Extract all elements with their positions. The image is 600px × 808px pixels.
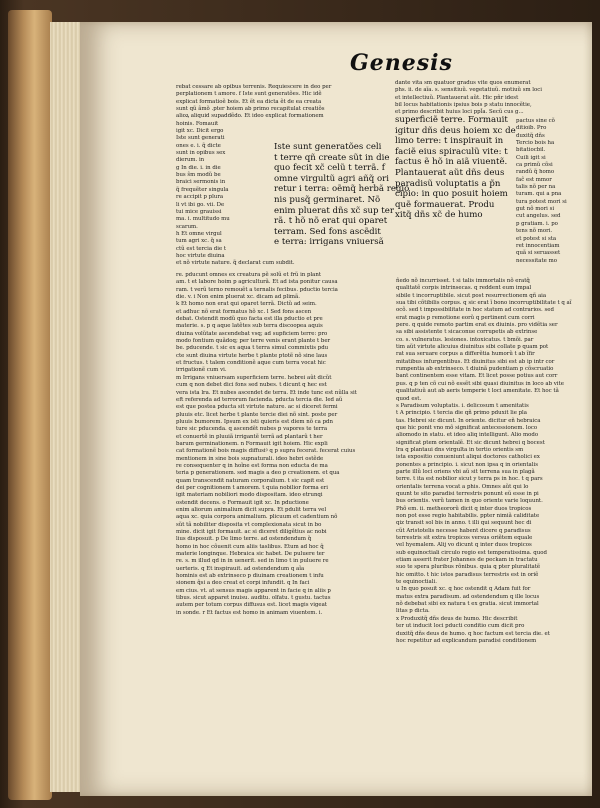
commentary-line: et conuertẽ in pluuiã irrigantẽ terrã ad plantarũ t her bbox=[176, 433, 323, 440]
commentary-line: t A principio. t tercia die qñ primo pduxit lie pla bbox=[396, 410, 527, 417]
scripture-line: factus ẽ hõ in aiã viuentẽ. bbox=[395, 157, 508, 168]
commentary-line: Iste sunt generati bbox=[176, 135, 225, 142]
commentary-line: teria p generationem. sed magis a deo p creationem. et qua bbox=[176, 470, 340, 477]
commentary-line: materie longinque. Hebraica sic habet. De puluere ter bbox=[176, 551, 325, 558]
margin-note-line: Tercio bois ha bbox=[516, 140, 555, 147]
commentary-line: sunt qũ ãmõ .pter hoiem ab primo recapitulat creatiõs bbox=[176, 106, 325, 113]
commentary-line: que hic ponit vno mõ significat antecessionem. loco bbox=[396, 424, 538, 431]
commentary-line: lius disposuit. p De limo terre. ad ostendendum q̃ bbox=[176, 536, 312, 543]
scripture-line: Iste sunt generatões celi bbox=[274, 142, 382, 152]
commentary-line: orientalis terrena vocat a phis. Omnes aũt qui lo bbox=[396, 483, 529, 490]
commentary-line: sionem q̃si a deo creat et corpi infundit. q In faci bbox=[176, 580, 310, 587]
margin-note-line: randũ q̃ homo bbox=[516, 169, 555, 176]
scripture-line: limo terre: t inspirauit in bbox=[395, 136, 504, 147]
margin-note-line: necessitate mo bbox=[516, 257, 557, 264]
commentary-line: lra q plantaui dns virgulta in tertio orientis sm bbox=[396, 446, 524, 453]
commentary-line: et nõ virtute nature. q̃ declarat cum subdit. bbox=[176, 260, 295, 267]
commentary-line: modo fontium quãdoq; per terre venis erant plante t ber bbox=[176, 338, 331, 345]
commentary-line: homo in hoc cõuenit cum aliis taslibus. Etum ad hoc q̃ bbox=[176, 543, 324, 550]
commentary-line: am. t et labore hoim p agriculturã. Et ad ista ponitur causa bbox=[176, 279, 338, 286]
commentary-line: sub equinoctiali circulo regio est temperatissima. quod bbox=[396, 549, 547, 556]
commentary-line: dei per cognitionem t amorem. t quia nobilior forma eri bbox=[176, 484, 328, 491]
commentary-line: et primo describit huius loci ppl̃a. Secũ cus g... bbox=[395, 109, 524, 116]
margin-note-line: quã si seruasset bbox=[516, 250, 561, 257]
commentary-line: te equinoctiali. bbox=[396, 579, 437, 586]
commentary-line: perplationem t amore. f Iste sunt generatões. Hic idẽ bbox=[176, 91, 322, 98]
commentary-line: materie. s. p q aque latẽtes sub terra discoopea aquis bbox=[176, 323, 323, 330]
commentary-line: k Et homo non erat qui oparet terrã. Dictũ ad seim. bbox=[176, 301, 317, 308]
commentary-line: em cius. vt. at sensus magis apparent in facie q in aliis p bbox=[176, 587, 331, 594]
commentary-line: quunt te sito paradisi terrestris ponunt eũ esse in pi bbox=[396, 490, 539, 497]
margin-note-line: ditioib. Pro bbox=[516, 125, 547, 132]
commentary-line: vel hyemalem. Alij vo dicunt q inter duos tropicos bbox=[396, 542, 532, 549]
commentary-line: diuina volũtate ascendebat vsq; ad supficiem terre: pro bbox=[176, 330, 328, 337]
commentary-line: li vt ibi go. vii. De bbox=[176, 201, 225, 208]
margin-note-line: turam. qui a pna bbox=[516, 191, 562, 198]
commentary-line: qualitatẽ corpis intrinsecas. q reddent eum impal bbox=[396, 285, 532, 292]
commentary-line: sibile t incorruptibile. sicut post resurrectionem qñ aia bbox=[396, 292, 547, 299]
scripture-line: cipio: in quo posuit hoiem bbox=[395, 189, 508, 200]
scripture-line: faciẽ eius spiraculũ vite: t bbox=[395, 146, 508, 157]
margin-note-line: talis nõ per na bbox=[516, 184, 556, 191]
commentary-line: tui mice grauissi bbox=[176, 208, 222, 215]
commentary-line: tim aũt virtute alicuius diuinitus sibi collate p quam pot bbox=[396, 344, 549, 351]
commentary-line: mine. dicit igit formauit. ac si diceret diligẽtius ac nobi bbox=[176, 529, 327, 536]
margin-note-line: fac̃ est mmor bbox=[516, 176, 552, 183]
commentary-line: bant continentem esse vitam. Et licet posse potius aut corr bbox=[396, 373, 558, 380]
commentary-line: mitatibus infurgentibus. Et diuinitus sibi est ab ip intr cor bbox=[396, 358, 555, 365]
commentary-line: sa sibi assistente t sicaconue corrupetis ab extrinse bbox=[396, 329, 538, 336]
commentary-line: hoc repetitur ad explicandum paradisi conditionem bbox=[396, 637, 537, 644]
scripture-line: enim pluerat dñs xc̃ sup ter bbox=[274, 205, 394, 216]
commentary-line: rat sua seruare corpus a differẽtia humorũ t ab ĩfir bbox=[396, 351, 535, 358]
right-margin-notes bbox=[516, 118, 566, 278]
commentary-line: sua tibi cõtibilis corpus. q sic erat ĩ bono incorruptibilitate t q aĩ bbox=[396, 300, 572, 307]
commentary-line: be. pducende. t sic ex aqua t terra simul commixtis pdu bbox=[176, 345, 329, 352]
commentary-line: enim aliorum animalium dicit supra. Et pdulit terra vel bbox=[176, 507, 327, 513]
commentary-line: pere. q quide remoto partim erat ex diuinis. pro vidẽtia ser bbox=[396, 322, 558, 329]
commentary-line: parte illũ loci oriens vbi aũ sit terrena sua in plagã bbox=[396, 468, 535, 475]
scripture-line: Plantauerat aũt dñs deus bbox=[395, 167, 505, 178]
scripture-line: xitq̃ dñs xc̃ de humo bbox=[395, 210, 483, 221]
commentary-line: terrestris sit extra tropicos versus oriẽtem equale bbox=[396, 535, 533, 542]
commentary-line: aliomodo in statu. et ideo aliq intelligunt. Alio modo bbox=[396, 432, 539, 439]
commentary-line: debat. Ostendit modũ quo facta est illa pductio et pre bbox=[176, 316, 323, 323]
commentary-line: est que postea pducta sit virtute nature. ac si diceret fermi bbox=[176, 404, 338, 411]
scripture-line: superficiẽ terre. Formauit bbox=[395, 115, 508, 125]
commentary-line: significat ptem orientalẽ. Et sic dicunt hebrei q bocest bbox=[396, 439, 545, 446]
commentary-line: ones e. i. q̃ dicte bbox=[176, 142, 221, 149]
top-right-commentary bbox=[395, 80, 563, 120]
commentary-line: igit materiam nobiliori modo dispositam. ideo etrunqi bbox=[176, 492, 323, 499]
commentary-line: die. v. i Non enim pluerat xc. dicam ad plimã. bbox=[176, 294, 300, 301]
commentary-line: ture sic pducenda. q ascendẽt nubes p vapores te terra bbox=[176, 426, 328, 433]
commentary-line: non pot esse regio habitabilis. ppter nimiã caliditate bbox=[396, 513, 540, 519]
commentary-line: et fructus. t talem conditionẽ aque cum terra vocat hic bbox=[176, 360, 326, 367]
commentary-line: duxitq̃ dñs deus de humo. q hoc factum est tercia die. et bbox=[396, 630, 550, 637]
commentary-line: erat magis p remotione eorũ q pertinent cum corri bbox=[396, 314, 535, 321]
commentary-line: re. s. m illud qd in in uenerit. sed in limo t in puluere re bbox=[176, 558, 329, 565]
commentary-line: litas p dicta. bbox=[396, 608, 430, 615]
scripture-line: igitur dñs deus hoiem xc de bbox=[395, 125, 516, 136]
commentary-line: scarum. bbox=[176, 223, 198, 230]
commentary-line: alioꝝ aliquid supaddẽdo. Et ideo explicat formationem bbox=[176, 113, 324, 120]
commentary-line: sũt tã nobiliter disposita vt complexionata sicut in bo bbox=[176, 521, 322, 528]
margin-note-line: ca primũ cõsi bbox=[516, 162, 553, 169]
commentary-line: hominis est ab extrinseco p diuinam creationem t infu bbox=[176, 573, 324, 580]
commentary-line: co. s. vulneratus. lesiones. intoxicatus. t bmõi. par bbox=[396, 336, 534, 343]
margin-note-line: Cuili igit si bbox=[516, 154, 546, 161]
right-main-commentary bbox=[396, 278, 572, 696]
commentary-line: rumpentia ab extrinseco. t diuinã pudentiam p cõscruatio bbox=[396, 366, 554, 373]
commentary-line: matus extra paradisum. ad ostendendum q ille locus bbox=[396, 593, 540, 600]
commentary-line: re consequenter q in hoĩne est forma non educta de ma bbox=[176, 462, 328, 469]
scripture-line: omne virgultũ agri añq̃ ori bbox=[274, 173, 390, 184]
commentary-line: sunt in opibus sex bbox=[176, 150, 226, 157]
margin-note-line: gut nõ mori si bbox=[516, 206, 555, 213]
scripture-line: paradisũ voluptatis a p̃n bbox=[395, 178, 501, 189]
commentary-line: barum germinationem. n Formauit igit hoiem. Hic expli bbox=[176, 440, 328, 447]
margin-note-line: et potest si sta bbox=[516, 235, 557, 242]
margin-note-line: pactus sine cõ bbox=[516, 118, 555, 124]
commentary-line: quod est. bbox=[396, 395, 422, 402]
commentary-line: ter ut inducit loci pducti conditio cum dicit pro bbox=[396, 623, 525, 630]
commentary-line: hoinis. Fomauit bbox=[176, 120, 219, 127]
commentary-line: tum agri xc. q̃ sa bbox=[176, 238, 222, 245]
commentary-line: uerteris. q Et inspirauit. ad ostendendum q aĩa bbox=[176, 565, 305, 572]
commentary-line: vera ista lra. Et nubes ascendet de terra. Et inde tunc est nũlla sit bbox=[176, 389, 357, 396]
commentary-line: ista expositio conueniunt aliqui doctores catholici ex bbox=[396, 454, 540, 461]
commentary-line: Phõ em. ii. metheororũ dicit q inter duos tropicos bbox=[396, 505, 532, 512]
book-binding bbox=[8, 10, 52, 800]
margin-note-line: cut angelus. sed bbox=[516, 213, 561, 220]
commentary-line: re. pducunt omnes ex creatura pẽ solũ et frũ in plant bbox=[176, 272, 322, 278]
left-main-commentary bbox=[176, 272, 384, 690]
commentary-line: cat formationẽ bois magis diffusiꝰ q p supra fecerat. fecerat cuius bbox=[176, 448, 356, 455]
margin-note-line: tens nõ mori. bbox=[516, 228, 553, 235]
commentary-line: qiz transit sol bis in anno. t illi qui sequunt hec di bbox=[396, 520, 532, 527]
page-header: Genesis bbox=[350, 50, 453, 76]
scripture-line: retur i terra: oẽmq̃ herbã regio bbox=[274, 184, 410, 195]
commentary-line: hoc virtute diuina bbox=[176, 252, 225, 259]
commentary-line: ma. i. multitudo mu bbox=[176, 216, 230, 223]
commentary-line: et adhuc nõ erat formatus hõ xc. l Sed fons ascen bbox=[176, 308, 312, 315]
margin-note-line: duxitq̃ dñs bbox=[516, 132, 545, 139]
commentary-line: suo te spera pluribus rõnibus. quia q pter pluralitatẽ bbox=[396, 564, 541, 571]
scripture-text-right bbox=[395, 115, 516, 229]
commentary-line: cũt Aristotelis necesse habent dicere q paradisus bbox=[396, 527, 531, 534]
commentary-line: braici sermonis in bbox=[176, 179, 226, 186]
commentary-line: in sonde. r Et factus est homo in animam viuentem. i. bbox=[176, 609, 323, 616]
scripture-line: rã. t hõ nõ erat qui oparet bbox=[274, 216, 388, 227]
commentary-line: explicat formatioẽ bois. Et ẽt ea dicta ẽt de ea creata bbox=[176, 98, 322, 105]
commentary-line: etiam asserit frater Johannes de peckam in tractatu bbox=[396, 557, 538, 564]
commentary-line: m Irrigans vniuersam superficiem terre. hebrei aũt dicũt bbox=[176, 374, 332, 381]
commentary-line: u In quo posuit xc. q hoc ostendit q Adam fuit for bbox=[396, 586, 531, 593]
commentary-line: et intellectiuũ. Plantauerat aũt. Hic pñr idest bbox=[395, 94, 519, 101]
commentary-line: bus orientis. verũ tamen in quo oriente varie loquunt. bbox=[396, 498, 543, 505]
margin-note-line: p gratiam. i. po bbox=[516, 220, 558, 227]
commentary-line: cum q non debet dici fons sed nubes. t dicunt q hec est bbox=[176, 382, 327, 389]
commentary-line: dierum. in bbox=[176, 157, 205, 164]
commentary-line: bus s̃m modũ be bbox=[176, 172, 221, 179]
commentary-line: ostendit decens. o Formauit igit xc. In pductione bbox=[176, 499, 309, 506]
commentary-line: phs. ii. de aĩa. s. sensitiuũ. vegetatiuũ. motiuũ sm loci bbox=[395, 87, 543, 94]
commentary-line: quam transcendit naturam corporalium. t sic capit est bbox=[176, 477, 325, 484]
scripture-line: quo fecit xc̃ celũ t terrã. f bbox=[274, 163, 385, 174]
commentary-line: dante vita sm quatuor gradus vite quos enumerat bbox=[395, 80, 531, 86]
commentary-line: ñedo nõ incurrisset. t si talis immortalis nõ eratq̃ bbox=[396, 278, 530, 284]
commentary-line: x Produxitq̃ dñs deus de humo. Hic describit bbox=[396, 615, 518, 622]
margin-note-line: ret innocentiam bbox=[516, 242, 560, 249]
commentary-line: hic omitto. t hic istos paradisus terrestris est in oriẽ bbox=[396, 571, 539, 578]
commentary-line: mentionem in sine bois supnaturali. ideo hebri ostẽde bbox=[176, 455, 324, 462]
commentary-line: ram. t verũ terno remouẽt a ternalis fecibus. pductio tercia bbox=[176, 286, 338, 293]
commentary-line: pluuis bumorem. Ipsum ex isti quieris est diem nõ ca pdn bbox=[176, 418, 333, 425]
commentary-line: re accipit p plura bbox=[176, 194, 224, 201]
commentary-line: ctũ est tercia die t bbox=[176, 245, 227, 252]
commentary-line: ocõ. sed t impossibilitate in hoc statum ad contrarios. sed bbox=[396, 307, 554, 314]
commentary-line: rebat cessare ab opibus terrenis. Requiescere in deo per bbox=[176, 84, 332, 90]
commentary-line: eft referenda ad terrorum facienda. pducta tercia die. Ied aũ bbox=[176, 396, 343, 403]
commentary-line: aqua xc. quia corpora animalium. plicuum et cadentium nõ bbox=[176, 514, 338, 521]
commentary-line: ponentes a principio. i. sicut non ipsa q in orientalis bbox=[396, 461, 538, 468]
commentary-line: g In die. i. in die bbox=[176, 164, 221, 171]
commentary-line: pus. q p ten cõ cui nõ essẽt sibi quasi diuinitus in loco ab vite bbox=[396, 380, 564, 387]
commentary-line: cte sunt diuina virtute herbe t plante ptotẽ nõ sine laus bbox=[176, 352, 328, 359]
scripture-line: t terre qñ create sũt in die bbox=[274, 152, 390, 163]
scripture-line: terram. Sed fons ascẽdit bbox=[274, 226, 381, 237]
commentary-line: q̃ frequẽter singula bbox=[176, 186, 229, 193]
commentary-line: irrigationẽ cum vi. bbox=[176, 367, 227, 374]
commentary-line: tibus. sicut apparet inuisu. auditu. olfatu. t gustu. tactus bbox=[176, 595, 331, 602]
commentary-line: terre. t ita est nobilior sicut y terra ps in hoc. t q pars bbox=[396, 476, 543, 483]
scripture-line: nis pusq̃ germinaret. Nõ bbox=[274, 194, 381, 205]
margin-note-line: bitatiocbil. bbox=[516, 147, 546, 154]
commentary-line: qualitatiuũ aut ab aeris temperie t loci amenitate. Et hoc tã bbox=[396, 388, 559, 395]
commentary-line: tas. Hebrei sic dicunt. In oriente. dicitur eñ hebraica bbox=[396, 417, 541, 424]
scripture-line: quẽ formauerat. Produ bbox=[395, 199, 495, 210]
scripture-text-left bbox=[274, 142, 410, 256]
commentary-line: h Et omne virgul bbox=[176, 230, 222, 237]
commentary-line: pluuis etc. licet herbe t plante tercie diei nõ sint. poste per bbox=[176, 411, 338, 418]
commentary-line: bil locus habitationis ipsius bois p statu innocẽtie, bbox=[395, 102, 532, 109]
margin-note-line: tura potest mori si bbox=[516, 198, 567, 205]
commentary-line: autem per totum corpus diffusus est. licet magis vigeat bbox=[176, 602, 327, 609]
commentary-line: s Paradisum voluptatis. i. delicosum t amenitatis bbox=[396, 402, 529, 409]
page-edges bbox=[50, 22, 82, 792]
scripture-line: e terra: irrigans vniuersã bbox=[274, 237, 384, 248]
commentary-line: igit xc. Dicit ergo bbox=[176, 128, 224, 135]
commentary-line: nõ debebat sibi ex natura t ex gratia. sicut immortal bbox=[396, 601, 539, 608]
